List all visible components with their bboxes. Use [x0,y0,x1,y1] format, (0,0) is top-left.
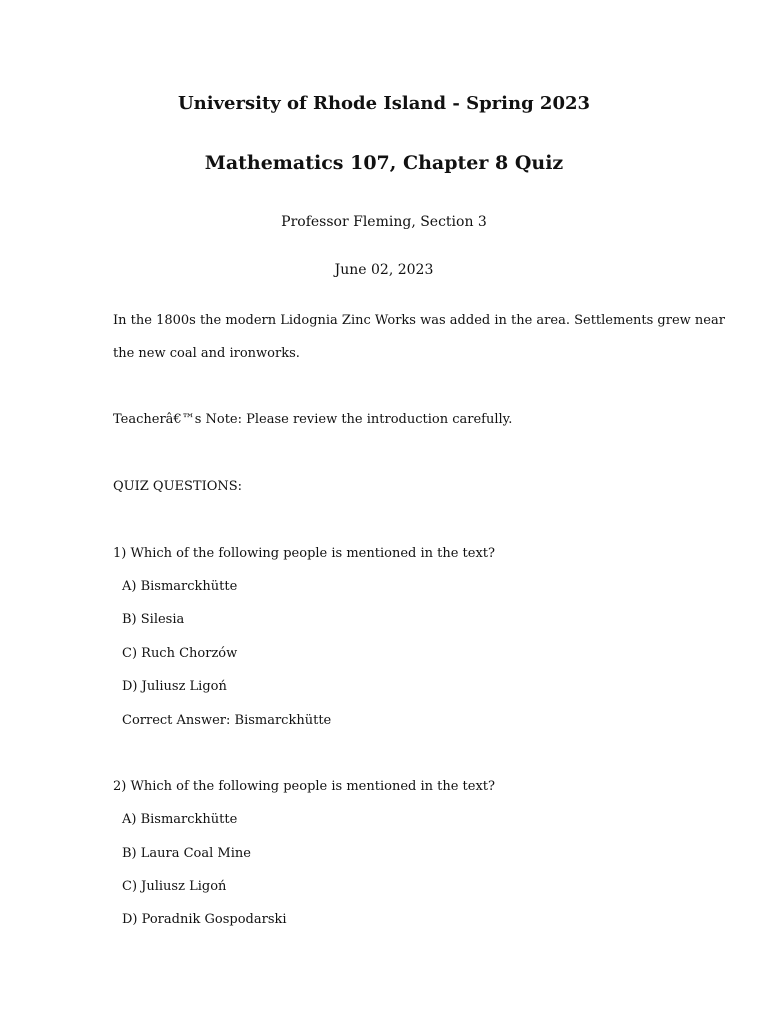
answer-option: B) Laura Coal Mine [122,846,251,861]
intro-text-line-2: the new coal and ironworks. [113,346,300,361]
quiz-heading: QUIZ QUESTIONS: [113,479,243,494]
course-title: Mathematics 107, Chapter 8 Quiz [204,152,564,174]
institution-heading: University of Rhode Island - Spring 2023 [177,93,591,114]
answer-option: C) Juliusz Ligoń [122,879,227,894]
quiz-date: June 02, 2023 [334,262,434,278]
teacher-note: Teacherâ€™s Note: Please review the introduction carefully. [113,412,513,427]
answer-option: A) Bismarckhütte [122,812,238,827]
correct-answer: Correct Answer: Bismarckhütte [122,713,332,728]
answer-option: C) Ruch Chorzów [122,646,238,661]
answer-option: B) Silesia [122,612,185,627]
question-prompt: 1) Which of the following people is mentioned in the text? [113,546,495,561]
answer-option: D) Juliusz Ligoń [122,679,227,694]
professor-line: Professor Fleming, Section 3 [281,214,487,230]
answer-option: D) Poradnik Gospodarski [122,912,287,927]
intro-text-line-1: In the 1800s the modern Lidognia Zinc Works was added in the area. Settlements grew near [113,313,725,328]
answer-option: A) Bismarckhütte [122,579,238,594]
question-prompt: 2) Which of the following people is mentioned in the text? [113,779,495,794]
